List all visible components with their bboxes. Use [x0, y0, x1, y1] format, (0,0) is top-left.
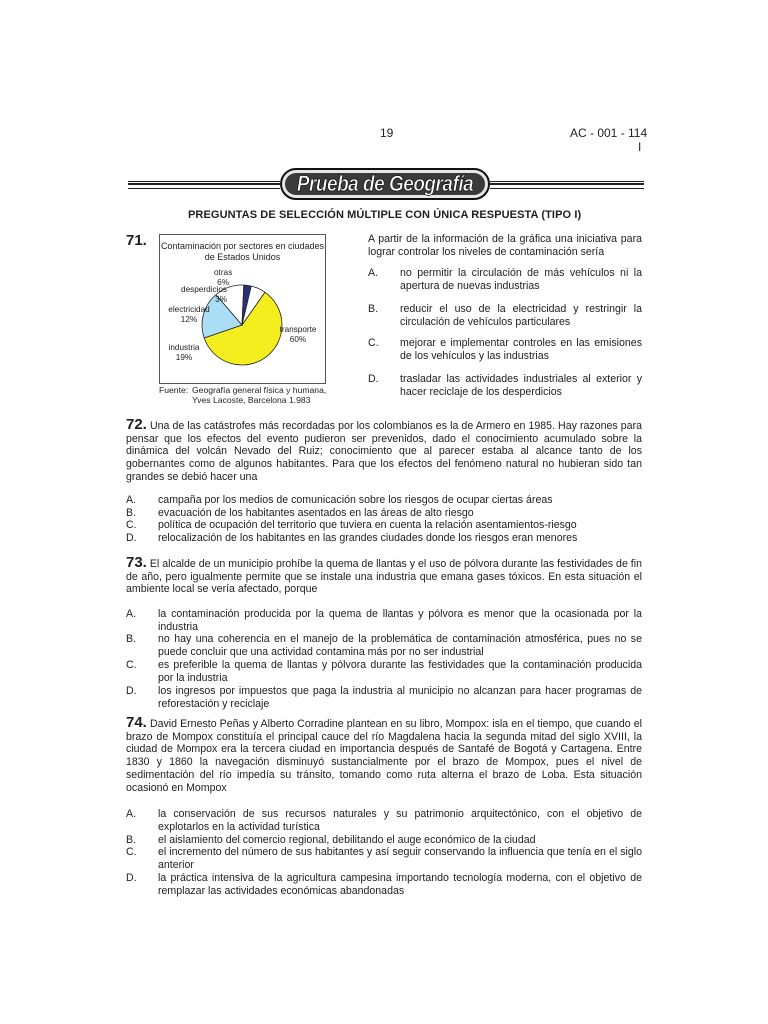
banner-oval	[280, 168, 490, 200]
banner-title: Prueba de Geografía	[296, 172, 474, 197]
q71-stem: A partir de la información de la gráfica una iniciativa para lograr controlar los niveles de contaminación sería	[368, 233, 642, 258]
page-number: 19	[380, 126, 394, 140]
question-number-73: 73.	[126, 554, 147, 571]
chart-title: Contaminación por sectores en ciudades de Estados Unidos	[160, 241, 325, 262]
section-subtitle: PREGUNTAS DE SELECCIÓN MÚLTIPLE CON ÚNICA RESPUESTA (TIPO I)	[188, 209, 582, 221]
question-number-71: 71.	[126, 232, 147, 249]
label-transporte: transporte 60%	[279, 325, 317, 344]
banner-rule-right	[490, 181, 644, 189]
document-code-suffix: I	[638, 140, 642, 154]
question-number-74: 74.	[126, 714, 147, 731]
source-label: Fuente:	[159, 385, 189, 395]
q74-stem: 74. David Ernesto Peñas y Alberto Corradine plantean en su libro, Mompox: isla en el tiempo, que cuando el brazo de Mompox constituía el principal cauce del río Magdalena hacia la segunda mitad del siglo XVIII, la ciudad de Mompox era la tercera ciudad en importancia después de Santafé de Bogotá y Cartagena. Entre 1830 y 1860 la navegación disminuyó sustancialmente por el brazo de Mompox, pues el nivel de sedimentación del río impedía su tránsito, tomando como ruta alterna el brazo de Loba. Esta situación ocasionó en Mompox	[126, 714, 642, 794]
source-text: Geografía general física y humana, Yves Lacoste, Barcelona 1.983	[192, 385, 327, 405]
label-desperdicios: desperdicios 3%	[181, 285, 227, 304]
label-otras: otras 6%	[214, 268, 233, 287]
question-number-72: 72.	[126, 416, 147, 433]
label-industria: industria 19%	[168, 343, 200, 362]
document-code: AC - 001 - 114	[570, 126, 648, 140]
banner-rule-left	[128, 181, 280, 189]
q73-stem: 73. El alcalde de un municipio prohíbe la quema de llantas y el uso de pólvora durante las festividades de fin de año, pero igualmente permite que se instale una industria que emana gases tóxicos. En esta situación el ambiente local se vería afectado, porque	[126, 554, 642, 596]
q72-stem: 72. Una de las catástrofes más recordadas por los colombianos es la de Armero en 1985. Hay razones para pensar que los efectos del evento pudieron ser prevenidos, dado el conocimiento acumulado sobre la dinámica del volcán Nevado del Ruiz; conocimiento que al parecer estaba al alcance tanto de los gobernantes como de algunos habitantes. Para que los efectos del fenómeno natural no hubieran sido tan grandes se debió hacer una	[126, 416, 642, 483]
pie-chart-box	[159, 234, 326, 384]
label-electricidad: electricidad 12%	[168, 305, 210, 324]
